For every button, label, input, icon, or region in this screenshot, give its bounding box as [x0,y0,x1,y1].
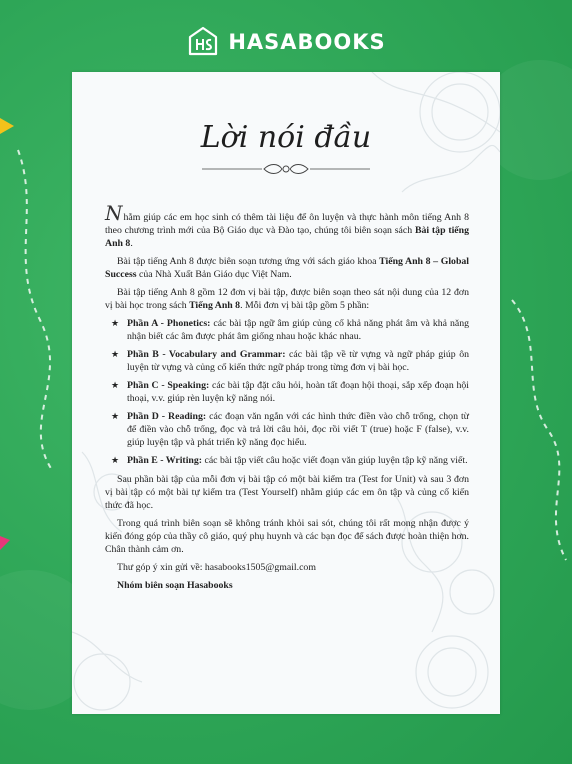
page-title: Lời nói đầu [200,120,372,155]
title-ornament-divider [202,162,370,176]
p3-bold: Tiếng Anh 8 [189,300,241,311]
list-item [105,348,469,374]
part-name: Phần B - Vocabulary and Grammar: [127,349,286,360]
intro-end: . [130,238,133,249]
paragraph-4: Sau phần bài tập của mỗi đơn vị bài tập có một bài kiểm tra (Test for Unit) và sau 3 đơn vị bài tập có một bài tự kiểm tra (Test Yourself) nhằm giúp các em ôn tập và củng cố kiến thức đã học. [105,474,469,511]
paragraph-5: Trong quá trình biên soạn sẽ không tránh khỏi sai sót, chúng tôi rất mong nhận được ý kiến đóng góp của thầy cô giáo, quý phụ huynh và các bạn đọc để sách được hoàn thiện hơn. Chân thành cảm ơn. [105,518,469,555]
star-bullet-icon: ★ [111,318,120,328]
p2-lead: Bài tập tiếng Anh 8 được biên soạn tương ứng với sách giáo khoa [117,256,380,267]
signature: Nhóm biên soạn Hasabooks [117,580,233,591]
part-desc: các bài tập ngữ âm giúp củng cố khả năng phát âm và khả năng nhận biết các âm được phát âm giống nhau hoặc khác nhau. [127,318,470,342]
part-desc: các bài tập về từ vựng và ngữ pháp giúp ôn luyện từ vựng và củng cố kiến thức ngữ pháp trong từng đơn vị bài học. [127,349,469,373]
brand-header [0,22,572,62]
part-desc: các bài tập đặt câu hỏi, hoàn tất đoạn hội thoại, sắp xếp đoạn hội thoại, v.v. giúp rèn luyện kỹ năng nói. [127,380,469,404]
star-bullet-icon: ★ [111,411,120,421]
paragraph-3 [105,286,469,312]
intro-text: hằm giúp các em học sinh có thêm tài liệu để ôn luyện và thực hành môn tiếng Anh 8 theo chương trình mới của Bộ Giáo dục và Đào tạo, chúng tôi biên soạn sách [105,212,469,236]
part-name: Phần D - Reading: [127,411,207,422]
yellow-arrow-shape [0,118,14,134]
paragraph-2 [105,255,469,281]
star-bullet-icon: ★ [111,349,120,359]
brand-name: HASABOOKS [228,30,386,54]
part-name: Phần A - Phonetics: [127,318,211,329]
intro-paragraph [105,201,469,250]
dashed-swirl-right [512,300,566,560]
parts-list [105,317,469,467]
star-bullet-icon: ★ [111,380,120,390]
preface-body [105,201,470,597]
drop-cap: N [105,201,123,225]
house-book-logo-icon [186,25,220,59]
preface-page [72,72,500,714]
p3-lead: Bài tập tiếng Anh 8 gồm 12 đơn vị bài tập, được biên soạn theo sát nội dung của 12 đơn vị bài học trong sách [105,287,469,311]
list-item [105,410,469,449]
book-title: Bài tập tiếng Anh 8 [105,225,469,249]
list-item [105,454,469,467]
list-item [105,317,469,343]
part-desc: các bài tập viết câu hoặc viết đoạn văn giúp luyện tập kỹ năng viết. [202,455,468,466]
p2-tail: của Nhà Xuất Bản Giáo dục Việt Nam. [136,269,292,280]
part-name: Phần E - Writing: [127,455,203,466]
part-desc: các đoạn văn ngắn với các hình thức điền vào chỗ trống, chọn từ để điền vào chỗ trống, đọc và trả lời câu hỏi, đọc rồi viết T (true) hoặc F (false), v.v. giúp luyện tập và phát triển kỹ năng đọc hiểu. [127,411,469,448]
part-name: Phần C - Speaking: [127,380,210,391]
list-item [105,379,469,405]
p2-bold: Tiếng Anh 8 – Global Success [105,256,470,280]
contact-line: Thư góp ý xin gửi về: hasabooks1505@gmail.com [117,562,316,573]
p3-tail: . Mỗi đơn vị bài tập gồm 5 phần: [240,300,370,311]
pink-arrow-shape [0,536,10,550]
star-bullet-icon: ★ [111,455,120,465]
dashed-swirl-left [18,150,52,470]
